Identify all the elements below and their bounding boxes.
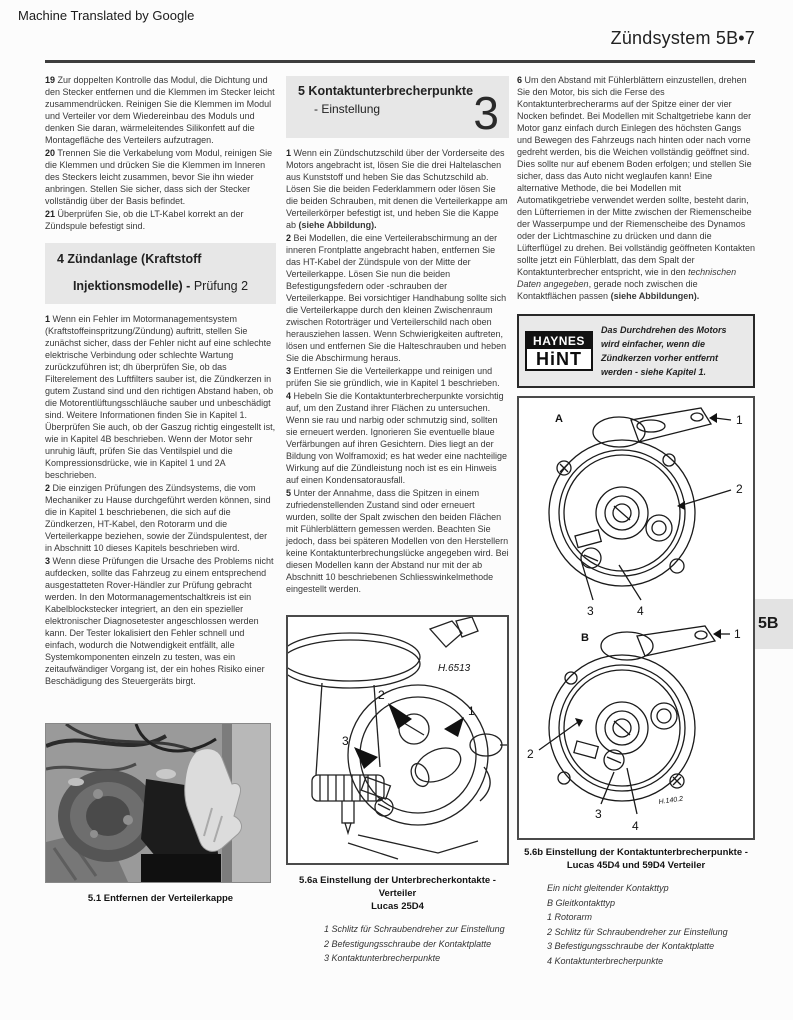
paragraph-20: [45, 147, 276, 207]
paragraph-text: Die einzigen Prüfungen des Zündsystems, die vom Mechaniker zu Hause durchgeführt werden können, sind die in Kapitel 1 beschriebenen, die sich auf die Zündkerzen, HT-Kabel, den Rotorarm und die Verteilerkappe beziehen, sowie der Zündspulentest, der in Abschnitt 10 dieses Kapitels beschrieben wird.: [45, 483, 271, 553]
paragraph-5: [286, 487, 509, 595]
paragraph-1: [45, 313, 276, 481]
paragraph-text: Um den Abstand mit Fühlerblättern einzustellen, drehen Sie den Motor, bis sich die Ferse des Kontaktunterbrecherarms auf der Spitze einer der vier Nocken befindet. Bei Modellen mit Schaltgetriebe kann der Motor ganz einfach durch Einlegen des höchsten Gangs und Bewegen des Fahrzeugs nach hinten oder nach vorne gedreht werden, bis die Weichen vollständig geöffnet sind. Dies sollte nur auf ebenem Boden erfolgen; und stellen Sie sicher, dass das Auto nicht weglaufen kann! Eine alternative Methode, die bei Modellen mit Automatikgetriebe verwendet werden sollte, besteht darin, den Lüfterriemen in der Mitte zwischen der Riemenscheibe der Wasserpumpe und der Riemenscheibe des Dynamos oder der Lichtmaschine zu drücken und dann die Lüfterflügel zu drehen. Bei vollständig geöffneten Kontakten sollte jetzt ein Fühlerblatt, das dem Spalt der Kontaktunterbrecher entspricht, wie in den: [517, 75, 756, 277]
legend-item: 2 Schlitz für Schraubendreher zur Einstellung: [547, 926, 728, 937]
legend-item: B Gleitkontakttyp: [547, 897, 616, 908]
diagram-a-callout-3: 3: [587, 604, 594, 618]
diagram-a-label: A: [555, 413, 563, 425]
haynes-hint-box: [517, 314, 755, 388]
caption-line1: 5.6b Einstellung der Kontaktunterbrecherpunkte -: [524, 847, 748, 858]
column-middle: [286, 74, 509, 966]
paragraph-number: 20: [45, 148, 56, 158]
figure-code: H.6513: [438, 663, 471, 674]
legend-item: 3 Befestigungsschraube der Kontaktplatte: [547, 941, 715, 951]
paragraph-text: Hebeln Sie die Kontaktunterbrecherpunkte vorsichtig auf, um den Zustand ihrer Flächen zu untersuchen. Wenn sie rau und narbig oder schmutzig sind, sollten sie erneuert werden. Ignorieren Sie eventuelle blaue Verfärbungen auf ihren Gesichtern. Dies liegt an der Bildung von Wolframoxid; es hat weder eine nachteilige Wirkung auf die Zündleistung noch ist es ein Hinweis auf einen Kondensatorausfall.: [286, 391, 507, 485]
page-title: Zündsystem 5B•7: [610, 28, 755, 48]
haynes-logo-text: HAYNES: [527, 333, 591, 349]
distributor-45d4-59d4-drawing: [519, 398, 753, 838]
diagram-b-callout-4: 4: [632, 819, 639, 833]
paragraph-number: 21: [45, 209, 56, 219]
paragraph-number: 4: [286, 391, 292, 401]
paragraph-number: 19: [45, 75, 56, 85]
paragraph-number: 2: [45, 483, 51, 493]
diagram-b-callout-3: 3: [595, 807, 602, 821]
figure-5-6a-caption: [286, 874, 509, 913]
diagram-b-callout-2: 2: [527, 747, 534, 761]
paragraph-1: [286, 147, 509, 231]
paragraph-text: Zur doppelten Kontrolle das Modul, die Dichtung und den Stecker entfernen und die Klemmen im Stecker leicht zusammendrücken. Reinigen Sie die Klemmen im Modul und Verteiler vor dem Wiedereinbau des Moduls und denken Sie daran, wärmeleitendes Silikonfett auf die Montagefläche des Verteilers aufzutragen.: [45, 75, 275, 145]
diagram-b-label: B: [581, 632, 589, 644]
paragraph-text: Wenn ein Fehler im Motormanagementsystem (Kraftstoffeinspritzung/Zündung) auftritt, stellen Sie zunächst sicher, dass der Fehler nicht auf eine schlechte elektrische Verbindung oder schlechte Wartung zurückzuführen ist; dh überprüfen Sie, ob das Filterelement des Luftfilters sauber ist, die Zündkerzen in gutem Zustand sind und den richtigen Abstand haben, ob die Motorentlüftungsschläuche sauber und unbeschädigt sind. Weitere Informationen finden Sie in Kapitel 1. Überprüfen Sie auch, ob der Gaszug richtig eingestellt ist, wie in Kapitel 4B beschrieben. Wenn der Motor sehr unruhig läuft, prüfen Sie das Ventilspiel und die Kompressionsdrücke, wie in Kapitel 1 und 2A beschrieben.: [45, 314, 276, 480]
paragraph-19: [45, 74, 276, 146]
paragraph-6: [517, 74, 755, 302]
paragraph-text: Wenn diese Prüfungen die Ursache des Problems nicht aufdecken, sollte das Fahrzeug zu einem entsprechend ausgestatteten Rover-Händler zur Prüfung gebracht werden. In den Motormanagementschaltkreis ist ein Kabelblockstecker integriert, an den ein spezieller elektronischer Diagnosetester angeschlossen werden kann. Der Tester lokalisiert den Fehler schnell und einfach, wodurch die Notwendigkeit entfällt, alle Systemkomponenten einzeln zu testen, was ein zeitaufwändiger Vorgang ist, der ein hohes Risiko einer Beschädigung des Steuergeräts birgt.: [45, 556, 274, 686]
paragraph-number: 2: [286, 233, 292, 243]
paragraph-text: Trennen Sie die Verkabelung vom Modul, reinigen Sie die Klemmen und drücken Sie die Klemmen im Inneren des Steckers leicht zusammen, bevor Sie ihn wieder anbringen. Stellen Sie sicher, dass sich der Stecker vollständig über der Basis befindet.: [45, 148, 273, 206]
paragraph-text: Wenn ein Zündschutzschild über der Vorderseite des Motors angebracht ist, lösen Sie die drei Haltelaschen aus Kunststoff und heben Sie das Schutzschild ab. Lösen Sie die beiden Federklammern oder lösen Sie die beiden Schrauben, mit denen die Verteilerkappe am Verteilerkörper befestigt ist, und heben Sie die Kappe ab: [286, 148, 508, 230]
caption-line1: 5.6a Einstellung der Unterbrecherkontakte - Verteiler: [299, 875, 496, 899]
column-right: [517, 74, 755, 968]
distributor-25d4-drawing: [288, 617, 507, 863]
paragraph-21: [45, 208, 276, 232]
section-5-subtitle: - Einstellung: [314, 102, 381, 116]
paragraph-number: 3: [45, 556, 51, 566]
section-4-heading: [45, 243, 276, 304]
figure-5-6a: [286, 615, 509, 865]
paragraph-number: 6: [517, 75, 523, 85]
engine-bay-photo-illustration: [46, 724, 270, 882]
section-4-title-line2: [53, 279, 268, 294]
figure-callout-2: 2: [378, 688, 385, 702]
chapter-tab: 5B: [749, 599, 793, 649]
paragraph-text: Bei Modellen, die eine Verteilerabschirmung an der inneren Frontplatte angebracht haben, entfernen Sie das HT-Kabel der Zündspule von der Mitte der Verteilerkappe. Lösen Sie nun die beiden Befestigungsfedern oder -schrauben der Verteilerkappe. Bei vorsichtiger Handhabung sollte sich die Verteilerkappe durch den kleinen Zwischenraum zwischen Rotorträger und Verteilerschild nach oben herausziehen lassen. Wenn Schwierigkeiten auftreten, lösen und entfernen Sie die Halteschrauben und heben Sie die Abschirmung heraus.: [286, 233, 507, 363]
figure-5-6a-legend: [286, 922, 509, 966]
legend-item: Ein nicht gleitender Kontakttyp: [547, 883, 669, 893]
diagram-a-callout-4: 4: [637, 604, 644, 618]
diagram-a-callout-1: 1: [736, 413, 743, 427]
paragraph-text: Unter der Annahme, dass die Spitzen in einem zufriedenstellenden Zustand sind oder erneuert wurden, sollte der Spalt zwischen den beiden Flächen mit Fühlerblättern gemessen werden. Beachten Sie jedoch, dass bei späteren Modellen von den Herstellern keine Kontaktunterbrechungslücke angegeben wird. Bei diesen Modellen kann der Abstand nur mit der ab Abschnitt 10 beschriebenen Schliesswinkelmethode eingestellt werden.: [286, 488, 509, 594]
figure-5-6b: [517, 396, 755, 840]
paragraph-bold-tail: (siehe Abbildung).: [298, 220, 377, 230]
paragraph-3: [286, 365, 509, 389]
legend-item: 1 Rotorarm: [547, 912, 593, 922]
section-5-difficulty-number: 3: [473, 87, 499, 139]
caption-line2: Lucas 45D4 und 59D4 Verteiler: [566, 860, 706, 871]
legend-item: 1 Schlitz für Schraubendreher zur Einstellung: [324, 924, 505, 934]
diagram-b-callout-1: 1: [734, 627, 741, 641]
hint-logo-text: HiNT: [536, 349, 582, 369]
paragraph-2: [45, 482, 276, 554]
section-5-title: 5 Kontaktunterbrecherpunkte: [298, 84, 474, 98]
paragraph-bold-tail: (siehe Abbildungen).: [610, 291, 700, 301]
header-rule: [45, 60, 755, 63]
photo-removing-distributor-cap: [45, 723, 271, 883]
column-left: [45, 74, 276, 905]
figure-callout-3: 3: [342, 734, 349, 748]
legend-item: 2 Befestigungsschraube der Kontaktplatte: [324, 938, 492, 949]
paragraph-text: Überprüfen Sie, ob die LT-Kabel korrekt an der Zündspule befestigt sind.: [45, 209, 244, 231]
paragraph-number: 1: [286, 148, 292, 158]
diagram-a-callout-2: 2: [736, 482, 743, 496]
paragraph-number: 1: [45, 314, 51, 324]
section-4-title-bold: Injektionsmodelle) -: [72, 279, 194, 293]
figure-code: H.140.2: [658, 795, 684, 806]
translator-notice: Machine Translated by Google: [18, 8, 195, 23]
figure-5-6b-legend: [517, 881, 755, 968]
paragraph-italic: technischen Daten angegeben: [517, 267, 737, 289]
paragraph-3: [45, 555, 276, 687]
figure-5-6b-caption: [517, 846, 755, 872]
section-4-title-regular: Prüfung 2: [193, 279, 249, 293]
hint-text: Das Durchdrehen des Motors wird einfacher, wenn die Zündkerzen vorher entfernt werden - siehe Kapitel 1.: [601, 325, 727, 377]
paragraph-2: [286, 232, 509, 364]
paragraph-number: 5: [286, 488, 292, 498]
caption-line2: Lucas 25D4: [371, 901, 424, 912]
photo-caption: 5.1 Entfernen der Verteilerkappe: [87, 893, 234, 904]
paragraph-text: , gerade noch zwischen die Kontaktflächen passen: [517, 279, 698, 301]
legend-item: 4 Kontaktunterbrecherpunkte: [547, 955, 664, 966]
legend-item: 3 Kontaktunterbrecherpunkte: [324, 953, 441, 963]
paragraph-4: [286, 390, 509, 486]
paragraph-text: Entfernen Sie die Verteilerkappe und reinigen und prüfen Sie sie gründlich, wie in Kapitel 1 beschrieben.: [286, 366, 500, 388]
haynes-hint-logo: [525, 331, 593, 371]
paragraph-number: 3: [286, 366, 292, 376]
section-5-heading: [286, 76, 509, 138]
figure-callout-1: 1: [468, 704, 475, 718]
section-4-title-line1: 4 Zündanlage (Kraftstoff: [57, 252, 202, 266]
